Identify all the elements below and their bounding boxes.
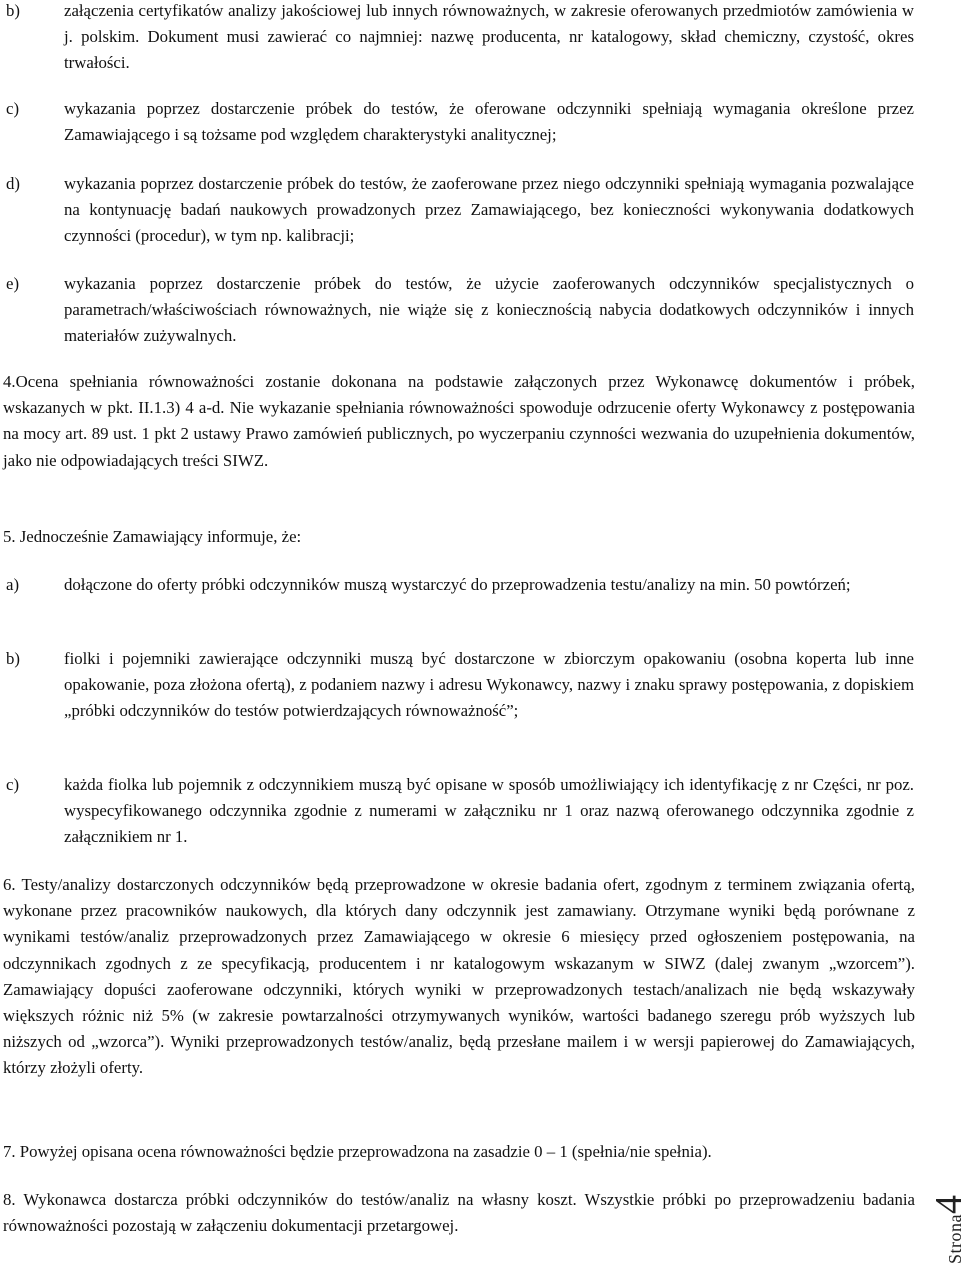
page-word: Strona — [945, 1214, 965, 1264]
item-text: załączenia certyfikatów analizy jakościowej lub innych równoważnych, w zakresie oferowanych przedmiotów zamówienia w j. polskim. Dokument musi zawierać co najmniej: nazwę producenta, nr katalogowy, skład chemiczny, czystość, okres trwałości. — [64, 1, 914, 73]
item-text: każda fiolka lub pojemnik z odczynnikiem muszą być opisane w sposób umożliwiający ich identyfikację z nr Części, nr poz. wyspecyfikowanego odczynnika zgodnie z numerami w załączniku nr 1 oraz nazwą oferowanego odczynnika zgodnie z załącznikiem nr 1. — [64, 775, 914, 847]
page-number-footer — [914, 1180, 970, 1264]
item-label: b) — [6, 1, 20, 20]
item-text: wykazania poprzez dostarczenie próbek do testów, że zaoferowane przez niego odczynniki spełniają wymagania pozwalające na kontynuację badań naukowych prowadzonych przez Zamawiającego, bez konieczności wykonywania dodatkowych czynności (procedur), w tym np. kalibracji; — [64, 174, 914, 246]
item-label: a) — [6, 575, 20, 594]
list-item-d-samples — [6, 171, 914, 250]
list-item-b-certificates — [6, 0, 914, 77]
section-5-heading: 5. Jednocześnie Zamawiający informuje, że: — [3, 527, 302, 546]
item-label: c) — [6, 99, 20, 118]
page-number: 4 — [928, 1195, 970, 1214]
section-8-paragraph: 8. Wykonawca dostarcza próbki odczynników do testów/analiz na własny koszt. Wszystkie próbki po przeprowadzeniu badania równoważności pozostają w załączeniu dokumentacji przetargowej. — [3, 1190, 915, 1236]
list-item-c-labeling — [6, 772, 914, 851]
item-text: wykazania poprzez dostarczenie próbek do testów, że użycie zaoferowanych odczynników specjalistycznych o parametrach/właściwościach równoważnych, nie wiąże się z koniecznością nabycia dodatkowych odczynników i innych materiałów zużywalnych. — [64, 274, 914, 346]
list-item-c-samples — [6, 96, 914, 148]
item-label: e) — [6, 274, 20, 293]
list-item-a-quantity — [6, 572, 914, 598]
item-label: c) — [6, 775, 20, 794]
section-6-paragraph: 6. Testy/analizy dostarczonych odczynników będą przeprowadzone w okresie badania ofert, zgodnym z terminem związania ofertą, wykonane przez pracowników naukowych, dla których dany odczynnik jest zamawiany. Otrzymane wyniki będą porównane z wynikami testów/analiz przeprowadzonych przez Zamawiającego w okresie 6 miesięcy przed ogłoszeniem postępowania, na odczynnikach zgodnych z ze specyfikacją, producentem i nr katalogowym wskazanym w SIWZ (dalej zwanym „wzorcem”). Zamawiający dopuści zaoferowane odczynniki, których wyniki w przeprowadzonych testach/analizach nie będą wskazywały większych różnic niż 5% (w zakresie powtarzalności otrzymywanych wyników, wartości badanego szeregu prób wyższych lub niższych od „wzorca”). Wyniki przeprowadzonych testów/analiz, będą przesłane mailem i w wersji papierowej do Zamawiających, którzy złożyli oferty. — [3, 875, 915, 1078]
section-7-paragraph: 7. Powyżej opisana ocena równoważności będzie przeprowadzona na zasadzie 0 – 1 (spełnia/nie spełnia). — [3, 1142, 712, 1161]
list-item-b-packaging — [6, 646, 914, 725]
list-item-e-samples — [6, 271, 914, 350]
section-4-paragraph: 4.Ocena spełniania równoważności zostanie dokonana na podstawie załączonych przez Wykonawcę dokumentów i próbek, wskazanych w pkt. II.1.3) 4 a-d. Nie wykazanie spełniania równoważności spowoduje odrzucenie oferty Wykonawcy z postępowania na mocy art. 89 ust. 1 pkt 2 ustawy Prawo zamówień publicznych, po wyczerpaniu czynności wezwania do uzupełnienia dokumentów, jako nie odpowiadających treści SIWZ. — [3, 372, 915, 470]
item-label: b) — [6, 649, 20, 668]
item-text: dołączone do oferty próbki odczynników muszą wystarczyć do przeprowadzenia testu/analizy na min. 50 powtórzeń; — [64, 575, 851, 594]
item-label: d) — [6, 174, 20, 193]
item-text: wykazania poprzez dostarczenie próbek do testów, że oferowane odczynniki spełniają wymagania określone przez Zamawiającego i są tożsame pod względem charakterystyki analitycznej; — [64, 99, 914, 145]
item-text: fiolki i pojemniki zawierające odczynniki muszą być dostarczone w zbiorczym opakowaniu (osobna koperta lub inne opakowanie, poza złożona ofertą), z podaniem nazwy i adresu Wykonawcy, nazwy i znaku sprawy postępowania, z dopiskiem „próbki odczynników do testów potwierdzających równoważność”; — [64, 649, 914, 721]
